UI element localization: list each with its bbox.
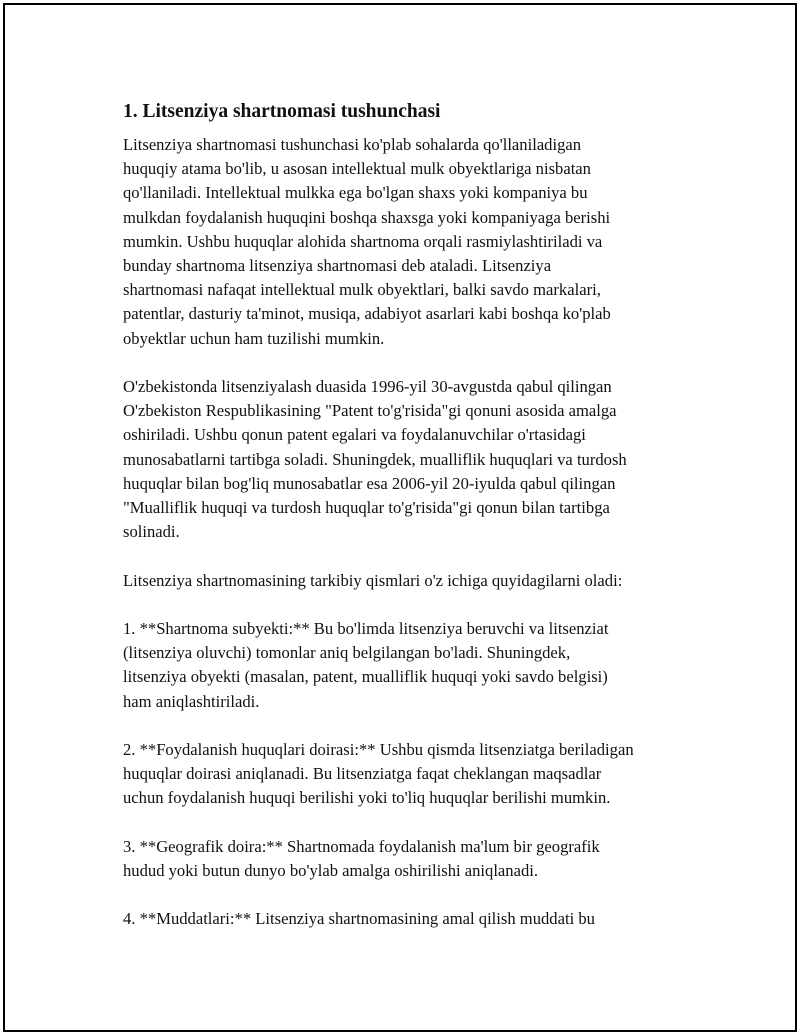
text-line: mulkdan foydalanish huquqini boshqa shaxsga yoki kompaniyaga berishi	[123, 207, 611, 227]
text-line: huquqlar doirasi aniqlanadi. Bu litsenziatga faqat cheklangan maqsadlar	[123, 764, 602, 784]
section-heading: 1. Litsenziya shartnomasi tushunchasi	[123, 101, 441, 122]
text-line: munosabatlarni tartibga soladi. Shuningdek, mualliflik huquqlari va turdosh	[123, 449, 627, 469]
paragraph	[123, 738, 713, 811]
text-line: 4. **Muddatlari:** Litsenziya shartnomasining amal qilish muddati bu	[123, 909, 595, 929]
text-line: "Mualliflik huquqi va turdosh huquqlar to'g'risida"gi qonun bilan tartibga	[123, 498, 610, 518]
text-line: ham aniqlashtiriladi.	[123, 691, 260, 711]
text-line: huquqiy atama bo'lib, u asosan intellektual mulk obyektlariga nisbatan	[123, 159, 591, 179]
text-line: solinadi.	[123, 522, 180, 542]
paragraph	[123, 133, 713, 351]
text-line: O'zbekistonda litsenziyalash duasida 1996-yil 30-avgustda qabul qilingan	[123, 377, 612, 397]
text-line: qo'llaniladi. Intellektual mulkka ega bo'lgan shaxs yoki kompaniya bu	[123, 183, 588, 203]
text-line: litsenziya obyekti (masalan, patent, mualliflik huquqi yoki savdo belgisi)	[123, 667, 608, 687]
text-line: obyektlar uchun ham tuzilishi mumkin.	[123, 328, 385, 348]
text-line: uchun foydalanish huquqi berilishi yoki to'liq huquqlar berilishi mumkin.	[123, 788, 611, 808]
text-line: huquqlar bilan bog'liq munosabatlar esa 2006-yil 20-iyulda qabul qilingan	[123, 473, 616, 493]
text-line: 1. **Shartnoma subyekti:** Bu bo'limda litsenziya beruvchi va litsenziat	[123, 619, 609, 639]
text-line: patentlar, dasturiy ta'minot, musiqa, adabiyot asarlari kabi boshqa ko'plab	[123, 304, 611, 324]
text-line: O'zbekiston Respublikasining "Patent to'g'risida"gi qonuni asosida amalga	[123, 401, 617, 421]
text-line: oshiriladi. Ushbu qonun patent egalari va foydalanuvchilar o'rtasidagi	[123, 425, 586, 445]
text-line: mumkin. Ushbu huquqlar alohida shartnoma orqali rasmiylashtiriladi va	[123, 231, 603, 251]
text-line: bunday shartnoma litsenziya shartnomasi deb ataladi. Litsenziya	[123, 256, 552, 276]
paragraph	[123, 375, 713, 544]
text-line: 3. **Geografik doira:** Shartnomada foydalanish ma'lum bir geografik	[123, 836, 600, 856]
text-line: Litsenziya shartnomasi tushunchasi ko'plab sohalarda qo'llaniladigan	[123, 135, 582, 154]
text-line: Litsenziya shartnomasining tarkibiy qismlari o'z ichiga quyidagilarni oladi:	[123, 570, 623, 590]
text-line: (litsenziya oluvchi) tomonlar aniq belgilangan bo'ladi. Shuningdek,	[123, 643, 571, 663]
text-line: shartnomasi nafaqat intellektual mulk obyektlari, balki savdo markalari,	[123, 280, 601, 300]
page-frame	[3, 3, 797, 1032]
paragraph-list	[123, 133, 713, 932]
paragraph	[123, 617, 713, 714]
document-body	[123, 99, 713, 956]
paragraph	[123, 569, 713, 593]
paragraph	[123, 907, 713, 931]
text-line: 2. **Foydalanish huquqlari doirasi:** Ushbu qismda litsenziatga beriladigan	[123, 740, 634, 760]
text-line: hudud yoki butun dunyo bo'ylab amalga oshirilishi aniqlanadi.	[123, 861, 539, 881]
paragraph	[123, 835, 713, 883]
